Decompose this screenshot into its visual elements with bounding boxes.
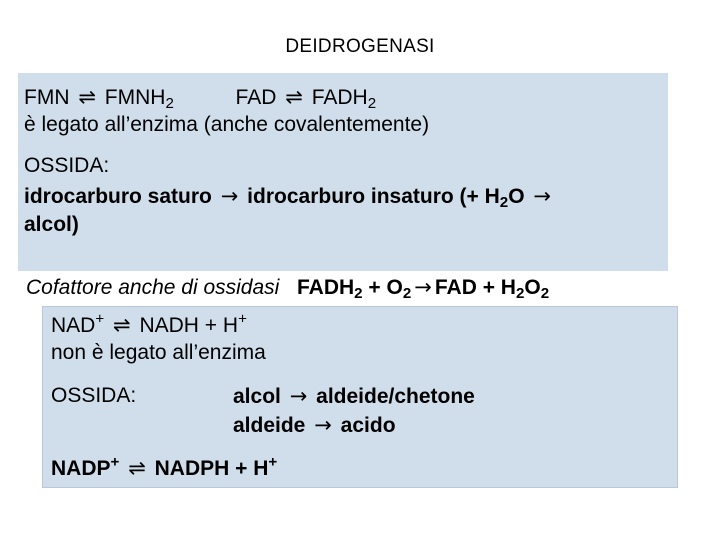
fad-label: FAD [235,86,277,109]
alcol-reaction: alcol → aldeide/chetone [233,384,475,408]
cofactor-text: Cofattore anche di ossidasi [26,276,280,299]
oxidation-reaction-cont: alcol) [24,213,79,236]
fmn-label: FMN [24,86,70,109]
arrow-icon: → [314,413,332,437]
nad-binding-note: non è legato all’enzima [51,341,266,364]
fmn-fad-panel [18,73,668,271]
arrow-icon: → [220,184,239,208]
nadp-equilibrium: NADP+ ⇌ NADPH + H+ [51,453,278,480]
equilibrium-icon: ⇌ [285,85,303,109]
oxidation-reaction: idrocarburo saturo → idrocarburo insaturo (+ $H_2O$ → [24,184,554,209]
equilibrium-icon: ⇌ [113,313,131,337]
oxidase-reaction: $FADH_2 + O_2$ → FAD + $H_2O_2$ [297,275,550,302]
page-title: DEIDROGENASI [285,36,435,57]
fmnh2-label: $FMNH_2$ [104,86,174,112]
arrow-icon: → [289,384,308,408]
fmn-fad-equilibria [24,85,376,110]
aldeide-reaction: aldeide → acido [233,413,396,437]
ossida-label-2: OSSIDA: [51,384,137,407]
equilibrium-icon: ⇌ [78,85,96,109]
arrow-icon: → [414,275,432,299]
ossida-label: OSSIDA: [24,154,110,177]
arrow-icon: → [533,184,551,208]
fadh2-label: $FADH_2$ [311,86,377,112]
cofactor-oxidase-line [26,275,549,300]
equilibrium-icon: ⇌ [128,456,146,480]
nad-equilibrium: NAD+ ⇌ NADH + H+ [51,310,247,337]
nad-panel [42,306,678,488]
enzyme-binding-note: è legato all’enzima (anche covalentemente) [24,113,430,136]
